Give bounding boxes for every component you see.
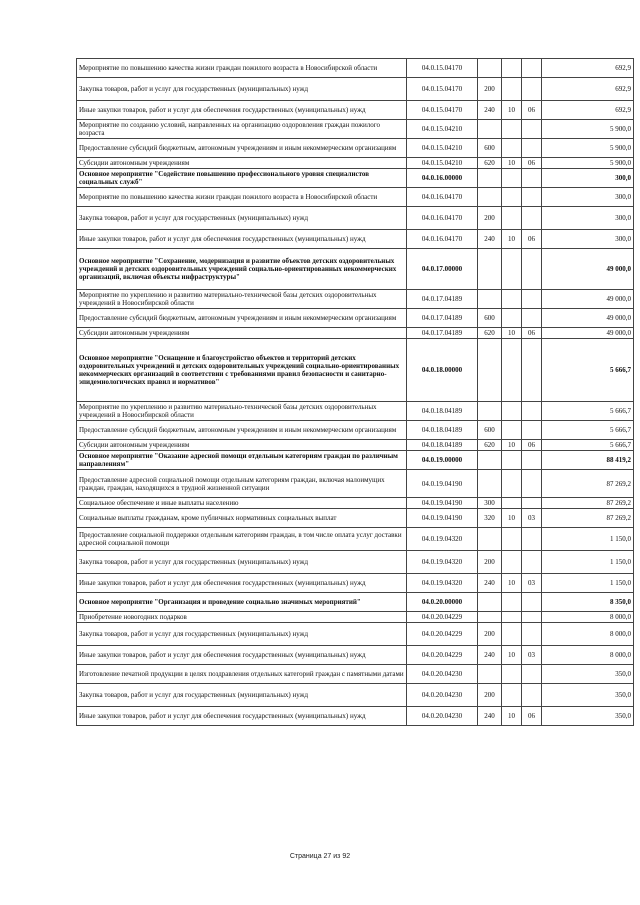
table-row [77,440,634,451]
row-expense-type: 240 [478,574,502,593]
row-target-code: 04.0.15.04210 [407,139,478,158]
row-name: Мероприятие по созданию условий, направленных на организацию оздоровления граждан пожилого возраста [77,120,407,139]
row-name: Мероприятие по повышению качества жизни граждан пожилого возраста в Новосибирской области [77,59,407,78]
row-name: Предоставление субсидий бюджетным, автономным учреждениям и иным некоммерческим организациям [77,309,407,328]
row-section [502,451,522,470]
row-amount: 300,0 [542,207,634,230]
row-section [502,339,522,402]
row-amount: 88 419,2 [542,451,634,470]
row-name: Субсидии автономным учреждениям [77,328,407,339]
table-row [77,421,634,440]
row-target-code: 04.0.19.04190 [407,509,478,528]
table-row [77,120,634,139]
row-amount: 350,0 [542,684,634,707]
row-amount: 5 900,0 [542,120,634,139]
row-name: Закупка товаров, работ и услуг для государственных (муниципальных) нужд [77,623,407,646]
row-amount: 1 150,0 [542,551,634,574]
row-expense-type [478,593,502,612]
row-target-code: 04.0.19.04320 [407,528,478,551]
table-row [77,101,634,120]
row-expense-type: 200 [478,684,502,707]
table-row [77,551,634,574]
row-section [502,207,522,230]
row-expense-type [478,612,502,623]
row-amount: 692,9 [542,59,634,78]
row-subsection: 06 [522,707,542,726]
row-subsection: 03 [522,574,542,593]
row-name: Мероприятие по укреплению и развитию материально-технической базы детских оздоровительных учреждений в Новосибирской области [77,290,407,309]
row-section [502,684,522,707]
row-section: 10 [502,440,522,451]
row-section [502,470,522,498]
table-row [77,623,634,646]
table-row-main-event [77,249,634,290]
row-expense-type: 200 [478,551,502,574]
row-target-code: 04.0.18.04189 [407,402,478,421]
row-amount: 300,0 [542,188,634,207]
row-name: Основное мероприятие "Организация и проведение социально значимых мероприятий" [77,593,407,612]
row-section: 10 [502,707,522,726]
row-target-code: 04.0.20.04230 [407,684,478,707]
row-name: Иные закупки товаров, работ и услуг для обеспечения государственных (муниципальных) нужд [77,574,407,593]
row-section: 10 [502,646,522,665]
row-name: Иные закупки товаров, работ и услуг для обеспечения государственных (муниципальных) нужд [77,101,407,120]
row-amount: 49 000,0 [542,290,634,309]
row-subsection [522,309,542,328]
row-amount: 300,0 [542,169,634,188]
row-subsection: 06 [522,101,542,120]
row-subsection [522,139,542,158]
row-amount: 5 666,7 [542,440,634,451]
row-section [502,593,522,612]
row-amount: 5 666,7 [542,402,634,421]
row-section [502,665,522,684]
row-target-code: 04.0.19.00000 [407,451,478,470]
row-subsection [522,470,542,498]
row-expense-type [478,120,502,139]
row-amount: 300,0 [542,230,634,249]
row-name: Иные закупки товаров, работ и услуг для обеспечения государственных (муниципальных) нужд [77,646,407,665]
row-subsection [522,78,542,101]
row-section [502,120,522,139]
row-name: Предоставление субсидий бюджетным, автономным учреждениям и иным некоммерческим организациям [77,421,407,440]
table-row [77,646,634,665]
row-section [502,612,522,623]
row-expense-type: 600 [478,309,502,328]
row-target-code: 04.0.15.04170 [407,78,478,101]
row-target-code: 04.0.17.04189 [407,290,478,309]
row-amount: 49 000,0 [542,309,634,328]
row-expense-type: 240 [478,707,502,726]
row-section [502,551,522,574]
row-subsection [522,339,542,402]
row-name: Основное мероприятие "Оказание адресной помощи отдельным категориям граждан по различным направлениям" [77,451,407,470]
row-target-code: 04.0.16.04170 [407,230,478,249]
row-subsection [522,498,542,509]
row-target-code: 04.0.16.04170 [407,207,478,230]
row-target-code: 04.0.20.04229 [407,612,478,623]
row-amount: 692,9 [542,78,634,101]
row-subsection [522,59,542,78]
row-amount: 87 269,2 [542,509,634,528]
row-amount: 350,0 [542,707,634,726]
table-row [77,78,634,101]
table-row [77,665,634,684]
row-target-code: 04.0.20.04229 [407,623,478,646]
row-subsection [522,623,542,646]
row-expense-type: 200 [478,78,502,101]
row-name: Закупка товаров, работ и услуг для государственных (муниципальных) нужд [77,78,407,101]
row-target-code: 04.0.20.00000 [407,593,478,612]
table-row [77,158,634,169]
row-subsection [522,528,542,551]
table-row [77,230,634,249]
row-target-code: 04.0.20.04229 [407,646,478,665]
row-expense-type: 320 [478,509,502,528]
row-target-code: 04.0.19.04320 [407,551,478,574]
row-section [502,139,522,158]
row-subsection: 06 [522,230,542,249]
row-target-code: 04.0.15.04210 [407,120,478,139]
row-expense-type: 240 [478,101,502,120]
row-expense-type [478,470,502,498]
row-amount: 8 000,0 [542,646,634,665]
row-section: 10 [502,574,522,593]
row-target-code: 04.0.15.04170 [407,59,478,78]
row-name: Предоставление социальной поддержки отдельным категориям граждан, в том числе оплата услуг доставки адресной социальной помощи [77,528,407,551]
row-target-code: 04.0.18.04189 [407,421,478,440]
row-target-code: 04.0.17.04189 [407,309,478,328]
table-row [77,528,634,551]
row-section [502,498,522,509]
row-name: Мероприятие по укреплению и развитию материально-технической базы детских оздоровительных учреждений в Новосибирской области [77,402,407,421]
row-expense-type [478,59,502,78]
row-target-code: 04.0.18.04189 [407,440,478,451]
row-section: 10 [502,101,522,120]
row-expense-type [478,665,502,684]
row-name: Основное мероприятие "Оснащение и благоустройство объектов и территорий детских оздоровительных учреждений и детских оздоровительных учреждений социально-ориентированных некоммерческих организаций в соответствии с требованиями правил безопасности и санитарно-эпидемиологических правил и нормативов" [77,339,407,402]
row-subsection [522,421,542,440]
row-expense-type: 620 [478,328,502,339]
row-target-code: 04.0.16.00000 [407,169,478,188]
row-amount: 8 000,0 [542,612,634,623]
table-row [77,309,634,328]
row-target-code: 04.0.20.04230 [407,665,478,684]
row-section [502,188,522,207]
row-target-code: 04.0.15.04170 [407,101,478,120]
row-expense-type: 300 [478,498,502,509]
row-amount: 87 269,2 [542,470,634,498]
row-subsection: 06 [522,440,542,451]
row-name: Социальное обеспечение и иные выплаты населению [77,498,407,509]
row-amount: 1 150,0 [542,528,634,551]
row-subsection: 03 [522,646,542,665]
budget-table-container [76,58,633,726]
row-name: Изготовление печатной продукции в целях поздравления отдельных категорий граждан с памятными датами [77,665,407,684]
table-row [77,574,634,593]
row-subsection: 03 [522,509,542,528]
row-name: Закупка товаров, работ и услуг для государственных (муниципальных) нужд [77,551,407,574]
row-expense-type [478,528,502,551]
row-expense-type: 200 [478,207,502,230]
row-amount: 5 900,0 [542,158,634,169]
page-footer: Страница 27 из 92 [289,853,351,860]
row-expense-type [478,402,502,421]
row-expense-type [478,290,502,309]
row-amount: 49 000,0 [542,249,634,290]
row-section [502,78,522,101]
row-target-code: 04.0.19.04190 [407,498,478,509]
row-name: Закупка товаров, работ и услуг для государственных (муниципальных) нужд [77,207,407,230]
table-row [77,684,634,707]
table-row [77,498,634,509]
row-expense-type: 200 [478,623,502,646]
table-row [77,207,634,230]
table-row [77,59,634,78]
row-section [502,421,522,440]
row-subsection [522,169,542,188]
row-target-code: 04.0.15.04210 [407,158,478,169]
row-name: Иные закупки товаров, работ и услуг для обеспечения государственных (муниципальных) нужд [77,707,407,726]
row-amount: 5 900,0 [542,139,634,158]
row-expense-type: 600 [478,139,502,158]
table-row [77,188,634,207]
row-amount: 49 000,0 [542,328,634,339]
row-target-code: 04.0.19.04320 [407,574,478,593]
row-expense-type [478,451,502,470]
row-section [502,402,522,421]
row-expense-type: 240 [478,646,502,665]
row-name: Основное мероприятие "Содействие повышению профессионального уровня специалистов социальных служб" [77,169,407,188]
row-amount: 5 666,7 [542,421,634,440]
table-row-main-event [77,593,634,612]
row-name: Предоставление адресной социальной помощи отдельным категориям граждан, включая малоимущих граждан, граждан, находящихся в трудной жизненной ситуации [77,470,407,498]
row-target-code: 04.0.17.00000 [407,249,478,290]
row-amount: 350,0 [542,665,634,684]
row-section: 10 [502,328,522,339]
table-row-main-event [77,339,634,402]
row-target-code: 04.0.16.04170 [407,188,478,207]
row-section [502,309,522,328]
table-row-main-event [77,451,634,470]
row-name: Иные закупки товаров, работ и услуг для обеспечения государственных (муниципальных) нужд [77,230,407,249]
row-section [502,59,522,78]
row-name: Приобретение новогодних подарков [77,612,407,623]
row-name: Субсидии автономным учреждениям [77,440,407,451]
table-row [77,612,634,623]
table-row [77,707,634,726]
table-row [77,139,634,158]
row-target-code: 04.0.19.04190 [407,470,478,498]
row-subsection [522,684,542,707]
row-target-code: 04.0.17.04189 [407,328,478,339]
row-section [502,528,522,551]
row-subsection [522,665,542,684]
row-name: Субсидии автономным учреждениям [77,158,407,169]
row-expense-type [478,169,502,188]
row-expense-type: 240 [478,230,502,249]
row-subsection [522,593,542,612]
row-target-code: 04.0.20.04230 [407,707,478,726]
row-subsection [522,188,542,207]
table-row [77,509,634,528]
row-name: Предоставление субсидий бюджетным, автономным учреждениям и иным некоммерческим организациям [77,139,407,158]
row-target-code: 04.0.18.00000 [407,339,478,402]
row-subsection [522,612,542,623]
row-section: 10 [502,158,522,169]
row-expense-type [478,249,502,290]
row-subsection [522,290,542,309]
row-amount: 1 150,0 [542,574,634,593]
row-section: 10 [502,509,522,528]
row-subsection [522,451,542,470]
row-section [502,623,522,646]
row-amount: 5 666,7 [542,339,634,402]
row-expense-type [478,188,502,207]
row-section [502,249,522,290]
row-name: Основное мероприятие "Сохранение, модернизация и развитие объектов детских оздоровительных учреждений и детских оздоровительных учреждений социально-ориентированных некоммерческих организаций, включая объекты инфраструктуры" [77,249,407,290]
table-row-main-event [77,169,634,188]
row-amount: 8 350,0 [542,593,634,612]
row-subsection [522,207,542,230]
table-row [77,328,634,339]
row-amount: 87 269,2 [542,498,634,509]
row-subsection [522,249,542,290]
row-expense-type: 620 [478,440,502,451]
row-expense-type [478,339,502,402]
row-subsection [522,120,542,139]
row-section [502,290,522,309]
row-name: Социальные выплаты гражданам, кроме публичных нормативных социальных выплат [77,509,407,528]
table-row [77,402,634,421]
row-amount: 8 000,0 [542,623,634,646]
row-subsection: 06 [522,328,542,339]
budget-table [76,58,634,726]
row-name: Мероприятие по повышению качества жизни граждан пожилого возраста в Новосибирской области [77,188,407,207]
row-expense-type: 620 [478,158,502,169]
row-subsection [522,402,542,421]
row-subsection: 06 [522,158,542,169]
table-row [77,470,634,498]
row-subsection [522,551,542,574]
row-expense-type: 600 [478,421,502,440]
row-section: 10 [502,230,522,249]
row-section [502,169,522,188]
table-row [77,290,634,309]
row-amount: 692,9 [542,101,634,120]
row-name: Закупка товаров, работ и услуг для государственных (муниципальных) нужд [77,684,407,707]
